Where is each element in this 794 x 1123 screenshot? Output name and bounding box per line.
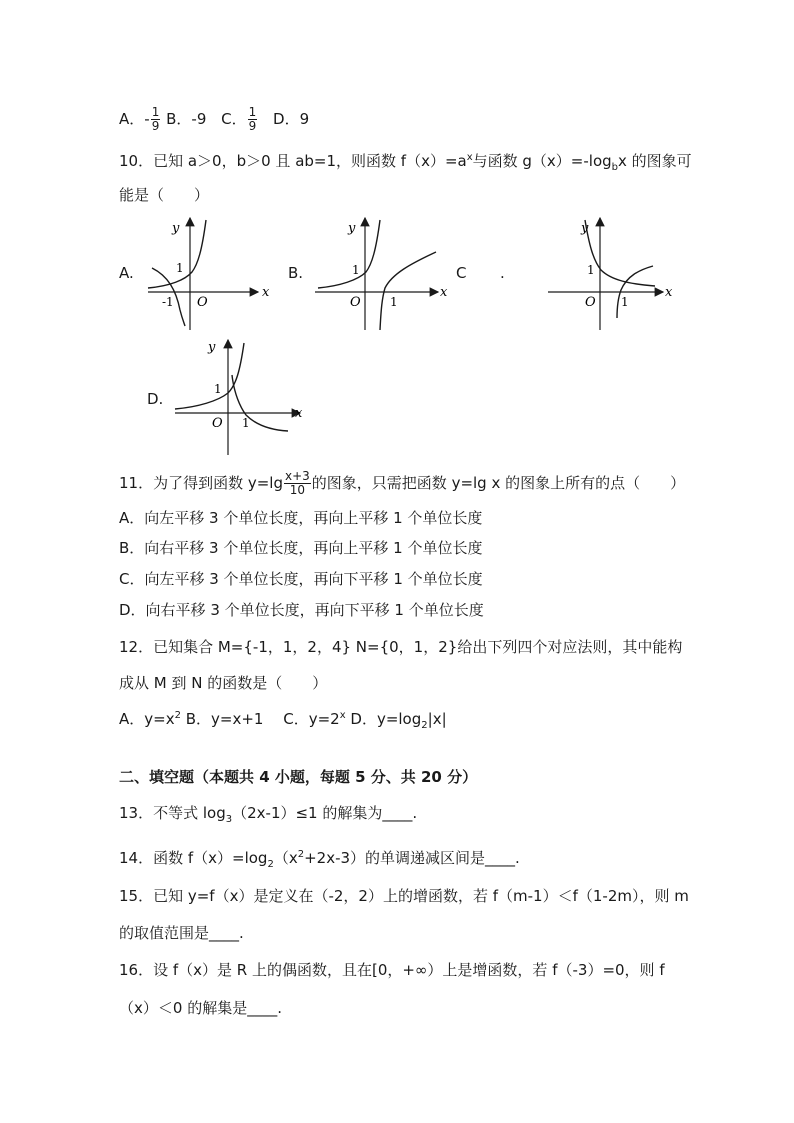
y-label: y: [172, 221, 180, 236]
svg-text:1: 1: [214, 382, 222, 396]
q12-options: A．$y=x^2$ B．y=x+1 C．$y=2^x$ D．$y=\log_2|x|$: [119, 710, 447, 731]
svg-text:O: O: [585, 295, 596, 310]
svg-text:1: 1: [242, 416, 250, 430]
x-label: x: [262, 285, 270, 300]
q9-option-c-label: C．: [221, 110, 247, 128]
q16-line2: （x）＜0 的解集是____.: [119, 999, 282, 1017]
q10-graph-b-label: B.: [288, 264, 304, 282]
svg-text:1: 1: [621, 295, 629, 309]
q9-option-a-label: A．-: [119, 110, 150, 128]
q10-graph-a-label: A.: [119, 264, 134, 282]
tick-neg-one: -1: [162, 295, 174, 309]
svg-text:1: 1: [390, 295, 398, 309]
q9-option-b: B．-9: [166, 110, 207, 128]
q9-option-a-fraction: $\frac{1}{9}$: [151, 105, 160, 133]
svg-text:y: y: [208, 340, 216, 355]
q11-fraction: $\frac{x+3}{10}$: [285, 469, 310, 497]
section-2-title: 二、填空题（本题共 4 小题，每题 5 分、共 20 分）: [119, 768, 478, 786]
q12-stem-line1: 12．已知集合 M={-1，1，2，4} N={0，1，2}给出下列四个对应法则，其中能构: [119, 638, 683, 656]
q15-line2: 的取值范围是____.: [119, 924, 244, 942]
q9-option-c-fraction: $\frac{1}{9}$: [248, 105, 257, 133]
q10-graph-c-label-dot: .: [500, 264, 505, 282]
svg-text:x: x: [295, 406, 303, 421]
q13: 13．不等式 $\log_3(2x-1)\le 1$ 的解集为____.: [119, 804, 418, 825]
svg-text:y: y: [581, 221, 589, 236]
tick-one: 1: [176, 261, 184, 275]
svg-text:y: y: [348, 221, 356, 236]
origin-label: O: [197, 295, 208, 310]
svg-text:O: O: [212, 416, 223, 431]
q10-stem-line2: 能是（ ）: [119, 186, 210, 204]
q15-line1: 15．已知 y=f（x）是定义在（-2，2）上的增函数，若 f（m-1）＜f（1-2m），则 m: [119, 887, 689, 905]
q10-graph-d: [170, 335, 310, 460]
svg-text:1: 1: [587, 263, 595, 277]
svg-text:1: 1: [352, 263, 360, 277]
q11-option-a: A．向左平移 3 个单位长度，再向上平移 1 个单位长度: [119, 509, 483, 527]
q10-graph-b: [310, 210, 450, 335]
q10-graph-c-label: C: [456, 264, 467, 282]
svg-text:x: x: [440, 285, 448, 300]
q11-option-c: C．向左平移 3 个单位长度，再向下平移 1 个单位长度: [119, 570, 483, 588]
q10-graph-d-label: D.: [147, 390, 164, 408]
q11-option-b: B．向右平移 3 个单位长度，再向上平移 1 个单位长度: [119, 539, 483, 557]
q9-options: [119, 106, 319, 133]
q10-stem-line1: 10．已知 a＞0，b＞0 且 ab=1，则函数 $f(x)=a^x$与函数 $g(x)=-\log_bx$ 的图象可: [119, 152, 692, 173]
q16-line1: 16．设 f（x）是 R 上的偶函数，且在[0，+∞）上是增函数，若 f（-3）=0，则 f: [119, 961, 665, 979]
q12-stem-line2: 成从 M 到 N 的函数是（ ）: [119, 674, 328, 692]
q11-option-d: D．向右平移 3 个单位长度，再向下平移 1 个单位长度: [119, 601, 484, 619]
q10-graph-c: [545, 210, 680, 335]
q10-graph-a: [140, 210, 275, 335]
q11-stem: 11．为了得到函数 y=lg $\frac{x+3}{10}$ 的图象，只需把函数 y=lg x 的图象上所有的点（ ）: [119, 469, 686, 497]
q14: 14．函数 $f(x)=\log_2(x^2+2x-3)$的单调递减区间是____.: [119, 849, 520, 870]
q9-option-d: D．9: [273, 110, 310, 128]
svg-text:O: O: [350, 295, 361, 310]
svg-text:x: x: [665, 285, 673, 300]
